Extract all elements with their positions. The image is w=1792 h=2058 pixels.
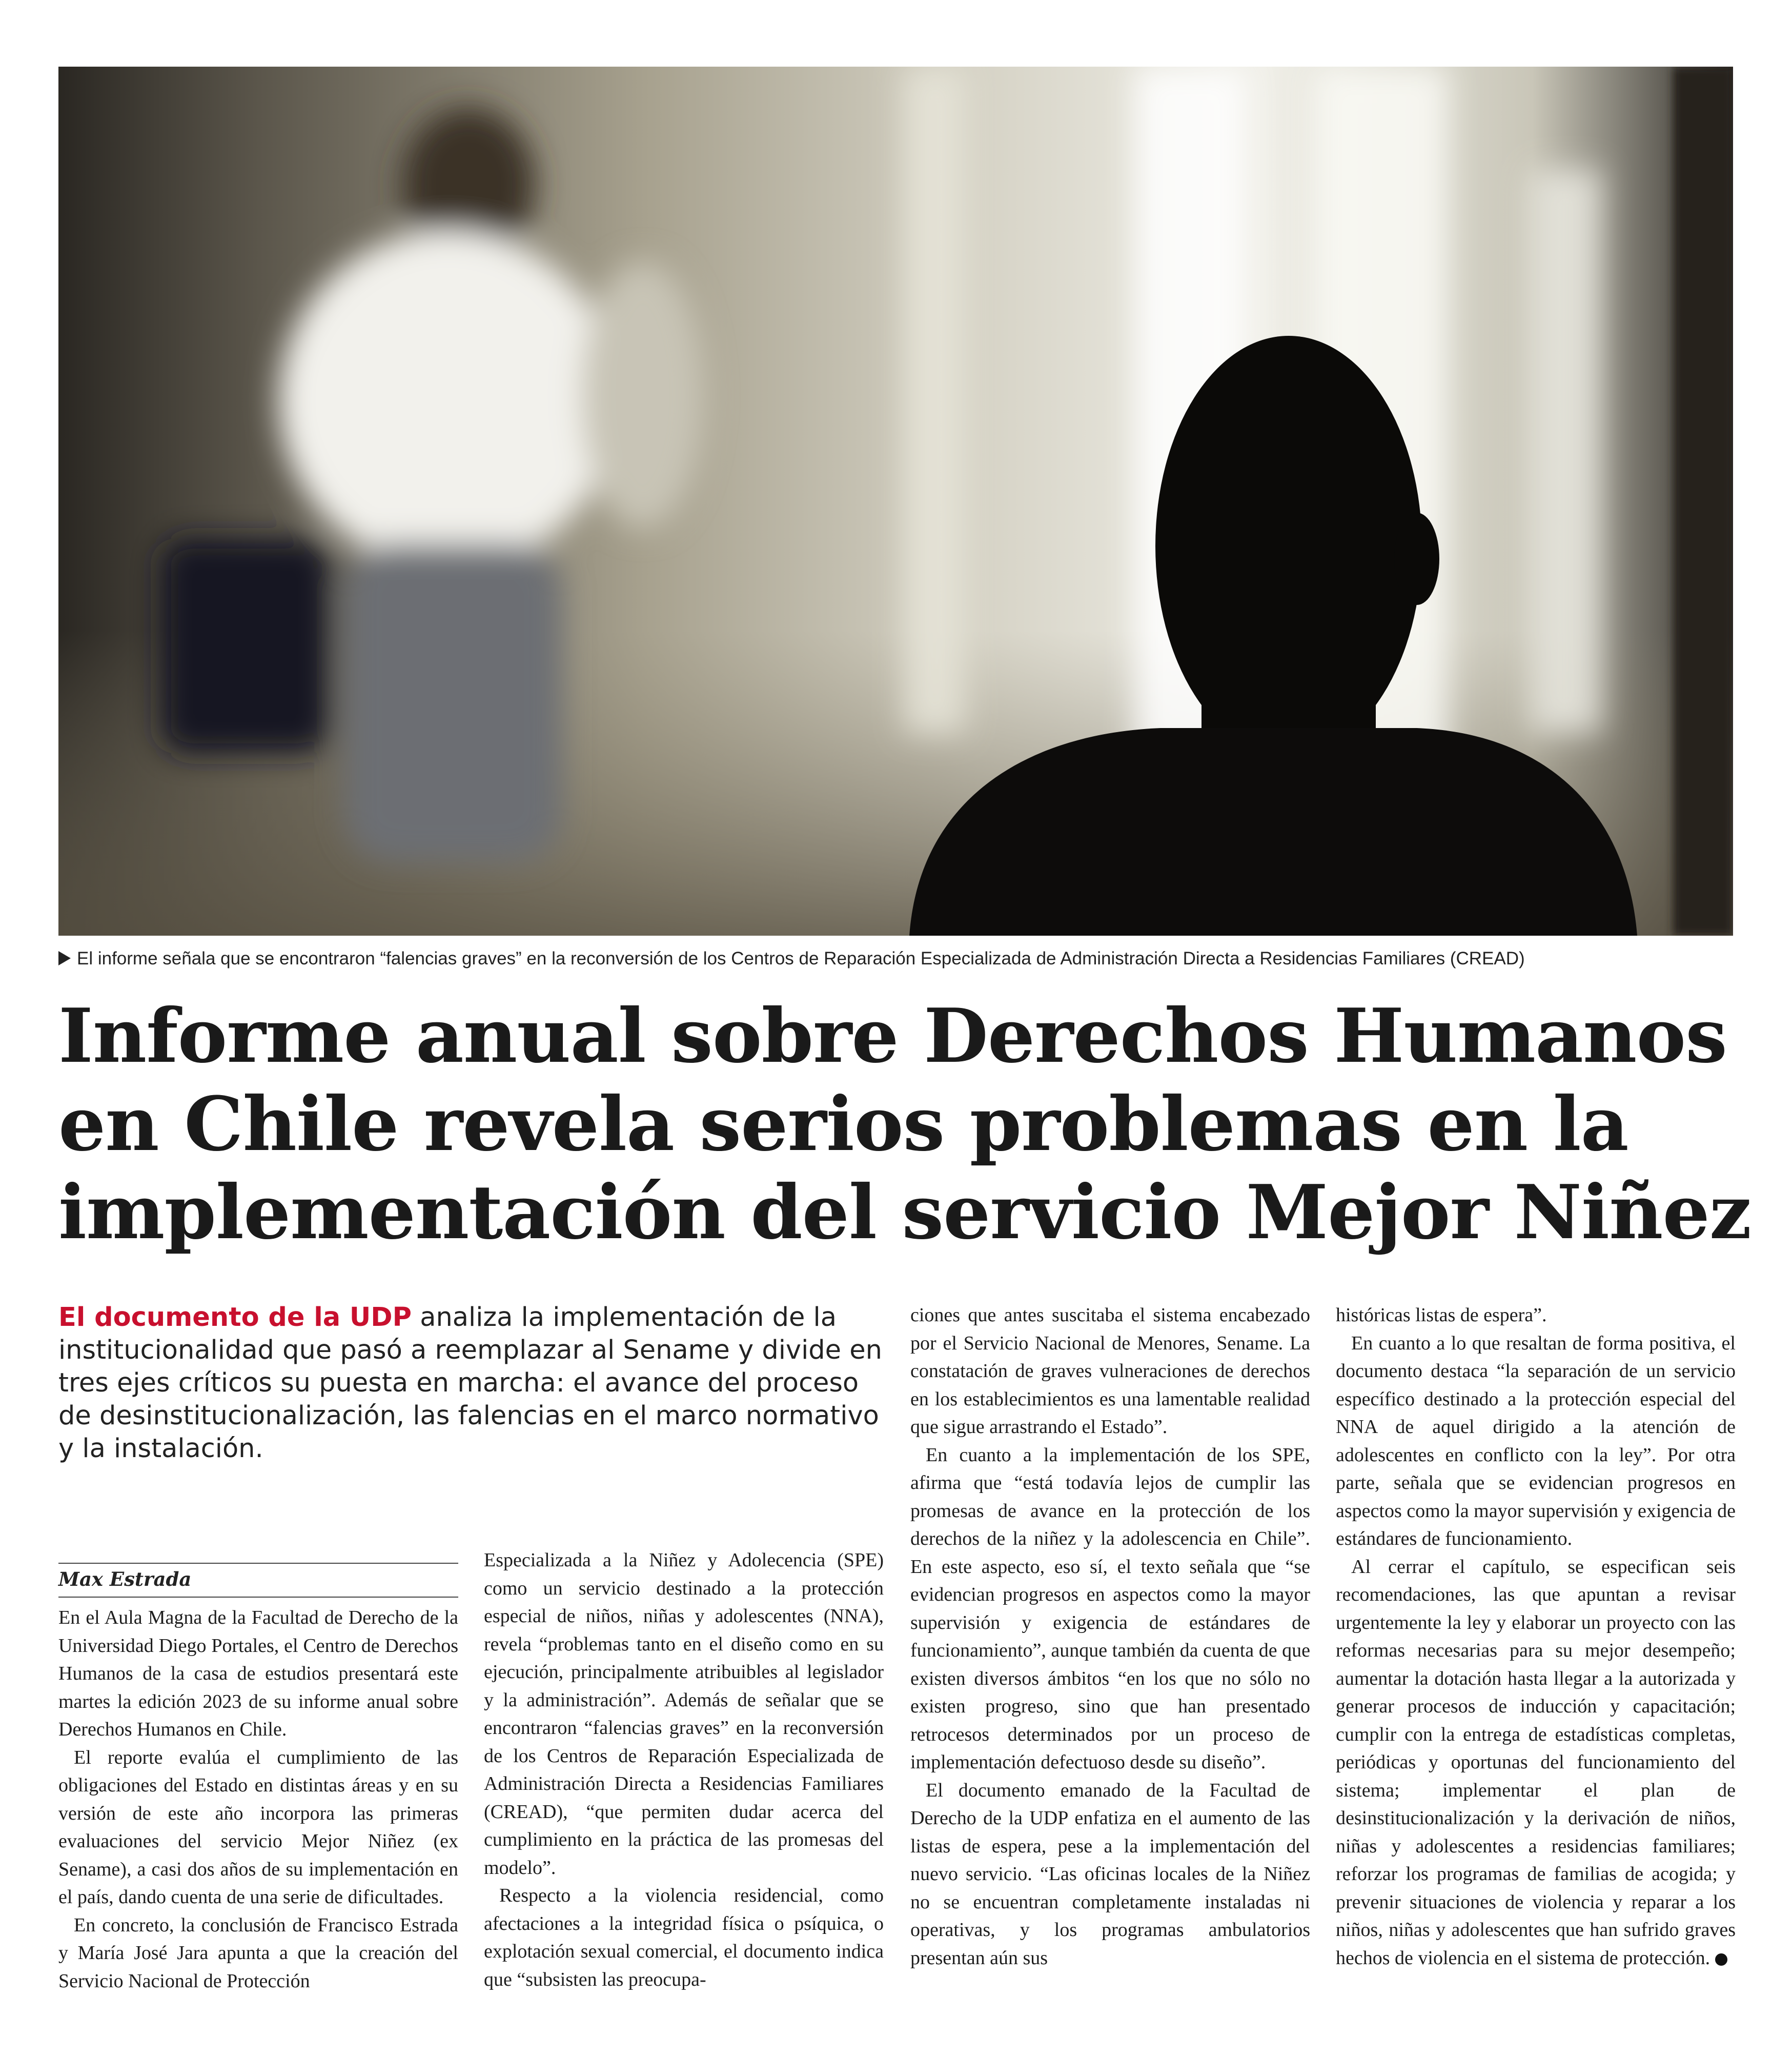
body-paragraph-last <box>1336 1553 1736 1972</box>
photo-caption <box>58 947 1733 970</box>
byline-rule-top <box>58 1563 458 1564</box>
lead-paragraph <box>58 1301 899 1465</box>
headline-line-1: Informe anual sobre Derechos Humanos <box>58 993 1727 1080</box>
body-paragraph: El documento emanado de la Facultad de Derecho de la UDP enfatiza en el aumento de las listas de espera, pese a la implementación del nuevo servicio. “Las oficinas locales de la Niñez no se encuentran completamente instaladas ni operativas, y los programas ambulatorios presentan aún sus <box>910 1779 1310 1969</box>
end-of-article-icon <box>1715 1953 1727 1966</box>
photo-corridor <box>58 67 1733 936</box>
headline-line-2: en Chile revela serios problemas en la <box>58 1081 1628 1168</box>
photo-caption-text: El informe señala que se encontraron “falencias graves” en la reconversión de los Centros de Reparación Especializada de Administración Directa a Residencias Familiares (CREAD) <box>77 949 1525 969</box>
lead-accent: El documento de la UDP <box>58 1302 412 1333</box>
headline-line-3: implementación del servicio Mejor Niñez <box>58 1169 1752 1256</box>
body-paragraph: históricas listas de espera”. <box>1336 1304 1547 1326</box>
byline: Max Estrada <box>58 1568 192 1590</box>
body-paragraph: Respecto a la violencia residencial, como afectaciones a la integridad física o psíquica, o explotación sexual comercial, el documento indica que “subsisten las preocupa- <box>484 1885 884 1990</box>
body-paragraph: ciones que antes suscitaba el sistema encabezado por el Servicio Nacional de Menores, Sename. La constatación de graves vulneraciones de derechos en los establecimientos es una lamentable realidad que sigue arrastrando el Estado”. <box>910 1304 1310 1438</box>
body-paragraph: En cuanto a la implementación de los SPE, afirma que “está todavía lejos de cumplir las promesas de avance en la protección de los derechos de la niñez y la adolescencia en Chile”. En este aspecto, eso sí, el texto señala que “se evidencian progresos en aspectos como la mayor supervisión y exigencia de estándares de funcionamiento”, aunque también da cuenta de que existen diversos ámbitos “en los que no sólo no existen progreso, sino que han presentado retrocesos determinados por un proceso de implementación defectuoso desde su diseño”. <box>910 1444 1310 1773</box>
body-column-3 <box>910 1301 1310 1972</box>
body-paragraph: En concreto, la conclusión de Francisco Estrada y María José Jara apunta a que la creación del Servicio Nacional de Protección <box>58 1914 458 1992</box>
article-photo <box>58 67 1733 936</box>
caption-triangle-icon <box>58 951 71 965</box>
body-paragraph: En cuanto a lo que resaltan de forma positiva, el documento destaca “la separación de un servicio específico destinado a la protección especial del NNA de aquel dirigido a la atención de adolescentes en conflicto con la ley”. Por otra parte, señala que se evidencian progresos en aspectos como la mayor supervisión y exigencia de estándares de funcionamiento. <box>1336 1332 1736 1549</box>
lead-text: analiza la implementación de la institucionalidad que pasó a reemplazar al Sename y divide en tres ejes críticos su puesta en marcha: el avance del proceso de desinstitucionalización, las falencias en el marco normativo y la instalación. <box>58 1302 882 1464</box>
headline <box>58 992 1752 1257</box>
body-column-1 <box>58 1604 458 1995</box>
body-paragraph-last-text: Al cerrar el capítulo, se especifican seis recomendaciones, las que apuntan a revisar urgentemente la ley y elaborar un proyecto con las reformas necesarias para su mejor desempeño; aumentar la dotación hasta llegar a la autorizada y generar procesos de inducción y capacitación; cumplir con la entrega de estadísticas completas, periódicas y oportunas del funcionamiento del sistema; implementar el plan de desinstitucionalización y la derivación de niños, niñas y adolescentes a residencias familiares; reforzar los programas de familias de acogida; y prevenir situaciones de violencia y reparar a los niños, niñas y adolescentes que han sufrido graves hechos de violencia en el sistema de protección. <box>1336 1556 1736 1969</box>
body-column-4 <box>1336 1301 1736 1972</box>
body-paragraph: En el Aula Magna de la Facultad de Derecho de la Universidad Diego Portales, el Centro de Derechos Humanos de la casa de estudios presentará este martes la edición 2023 de su informe anual sobre Derechos Humanos en Chile. <box>58 1607 458 1740</box>
body-paragraph: Especializada a la Niñez y Adolecencia (SPE) como un servicio destinado a la protección especial de niños, niñas y adolescentes (NNA), revela “problemas tanto en el diseño como en su ejecución, principalmente atribuibles al legislador y la administración”. Además de señalar que se encontraron “falencias graves” en la reconversión de los Centros de Reparación Especializada de Administración Directa a Residencias Familiares (CREAD), “que permiten dudar acerca del cumplimiento en la práctica de las promesas del modelo”. <box>484 1549 884 1879</box>
body-paragraph: El reporte evalúa el cumplimiento de las obligaciones del Estado en distintas áreas y en su versión de este año incorpora las primeras evaluaciones del servicio Mejor Niñez (ex Sename), a casi dos años de su implementación en el país, dando cuenta de una serie de dificultades. <box>58 1746 458 1908</box>
byline-rule-bottom <box>58 1597 458 1598</box>
body-column-2 <box>484 1546 884 1993</box>
